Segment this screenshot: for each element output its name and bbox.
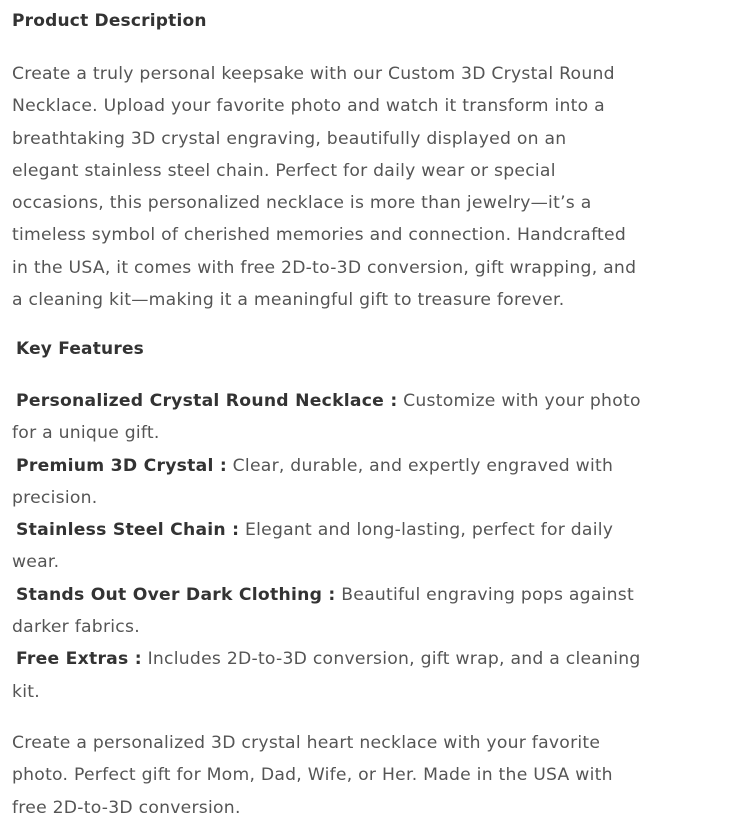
key-features-heading: Key Features <box>16 339 144 359</box>
feature-title: Personalized Crystal Round Necklace : <box>16 391 398 411</box>
key-features-list <box>12 385 702 708</box>
description-line: Necklace. Upload your favorite photo and watch it transform into a <box>12 96 605 117</box>
feature-item <box>12 385 702 450</box>
feature-title: Stainless Steel Chain : <box>16 520 240 541</box>
feature-text: Beautiful engraving pops against <box>335 584 634 605</box>
feature-text: Elegant and long-lasting, perfect for daily <box>239 520 614 541</box>
feature-text-cont: darker fabrics. <box>12 617 140 638</box>
description-line: in the USA, it comes with free 2D-to-3D conversion, gift wrapping, and <box>12 257 637 278</box>
closing-line: free 2D-to-3D conversion. <box>12 797 241 818</box>
feature-text: Includes 2D-to-3D conversion, gift wrap, and a cleaning <box>141 649 641 670</box>
feature-text-cont: kit. <box>12 681 40 702</box>
description-line: timeless symbol of cherished memories and connection. Handcrafted <box>12 225 627 246</box>
product-description-heading: Product Description <box>12 11 207 31</box>
feature-item <box>12 579 702 644</box>
feature-item <box>12 643 702 708</box>
feature-item <box>12 450 702 515</box>
feature-text-cont: wear. <box>12 552 60 573</box>
feature-title: Stands Out Over Dark Clothing : <box>16 584 336 605</box>
feature-title: Premium 3D Crystal : <box>16 455 227 476</box>
feature-text: Clear, durable, and expertly engraved with <box>226 455 614 476</box>
feature-text-cont: for a unique gift. <box>12 423 160 444</box>
feature-text: Customize with your photo <box>397 391 641 411</box>
feature-title: Free Extras : <box>16 649 142 670</box>
description-line: occasions, this personalized necklace is more than jewelry—it’s a <box>12 193 592 214</box>
closing-text <box>12 727 702 824</box>
description-line: elegant stainless steel chain. Perfect for daily wear or special <box>12 160 556 181</box>
product-description-text <box>12 58 702 316</box>
description-line: breathtaking 3D crystal engraving, beautifully displayed on an <box>12 128 567 149</box>
closing-line: photo. Perfect gift for Mom, Dad, Wife, or Her. Made in the USA with <box>12 765 613 786</box>
description-line: a cleaning kit—making it a meaningful gift to treasure forever. <box>12 290 565 311</box>
description-line: Create a truly personal keepsake with our Custom 3D Crystal Round <box>12 64 615 84</box>
feature-text-cont: precision. <box>12 487 98 508</box>
closing-line: Create a personalized 3D crystal heart necklace with your favorite <box>12 733 601 753</box>
feature-item <box>12 514 702 579</box>
